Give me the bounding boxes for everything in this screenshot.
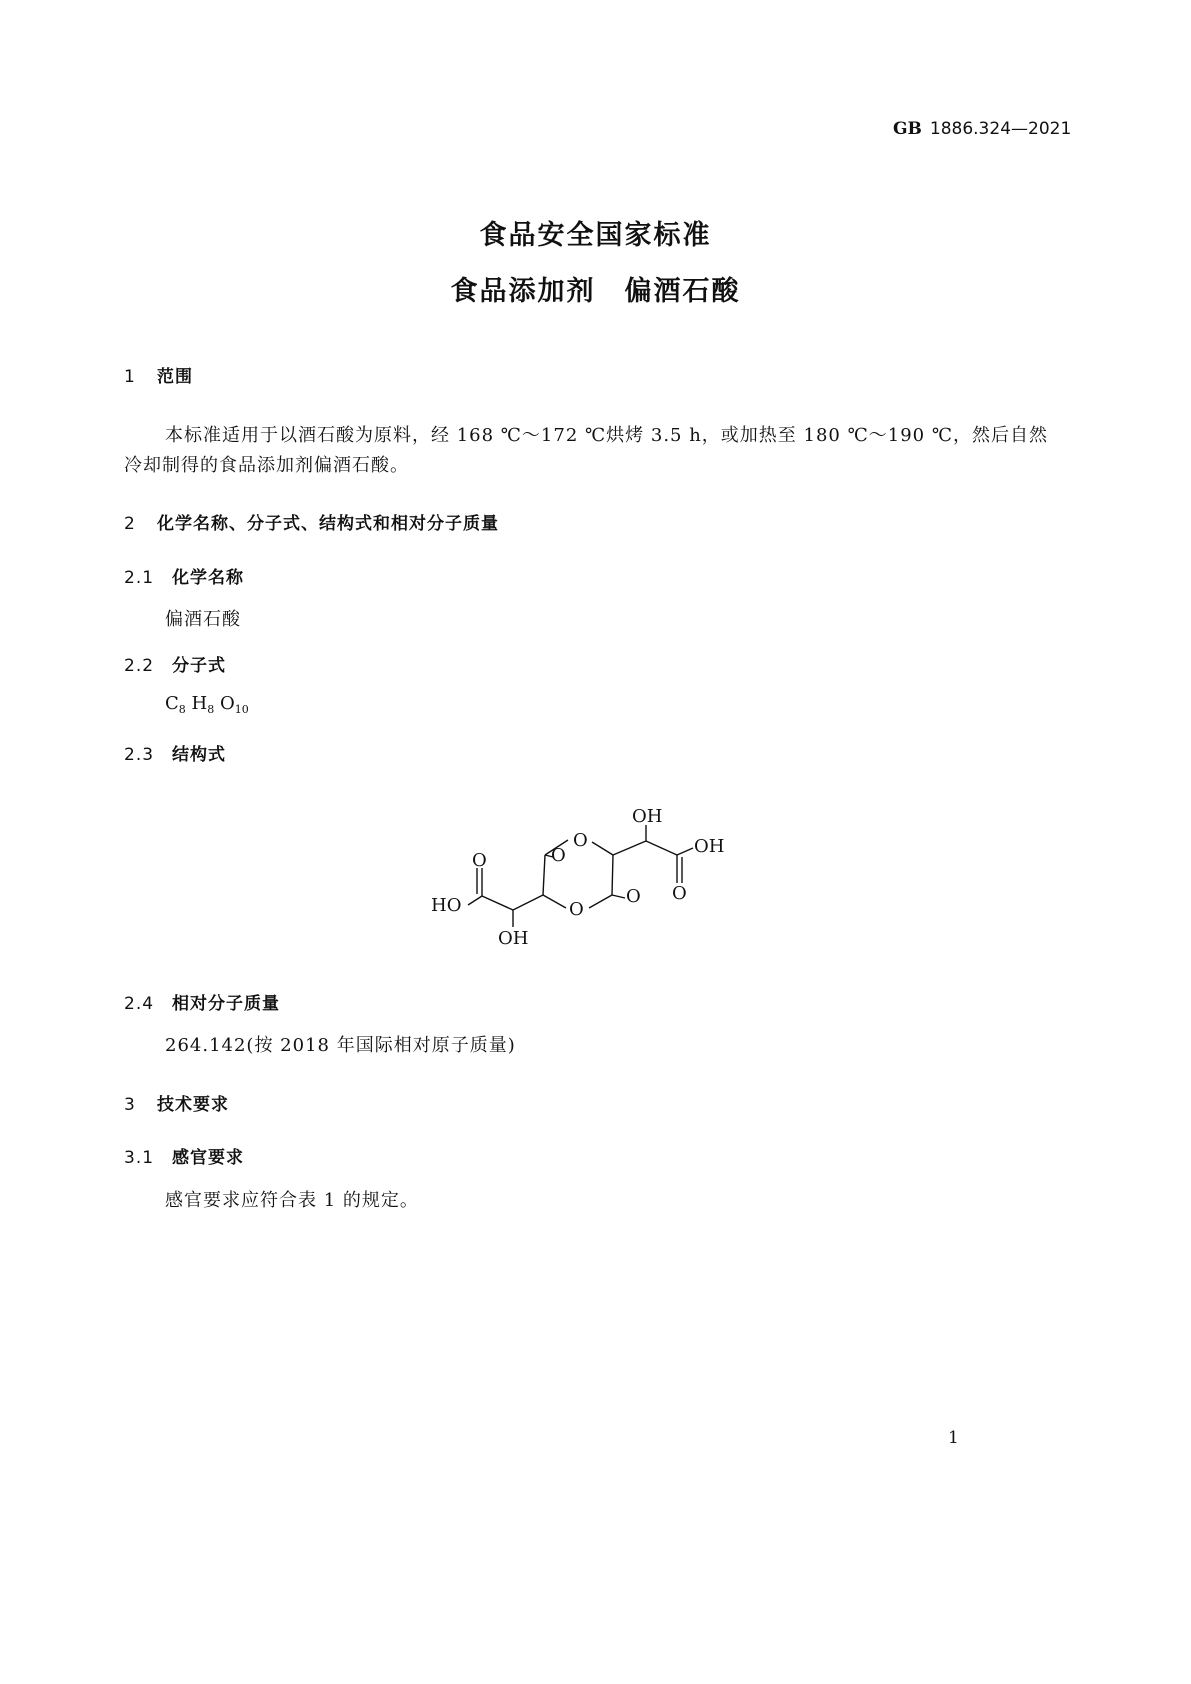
section-number: 3.1 bbox=[124, 1148, 155, 1168]
molecular-mass: 264.142(按 2018 年国际相对原子质量) bbox=[165, 1035, 516, 1056]
label-oh-top: OH bbox=[632, 806, 663, 827]
section-number: 2.2 bbox=[124, 656, 155, 676]
section-number: 2 bbox=[124, 514, 136, 534]
section-title: 感官要求 bbox=[172, 1148, 244, 1168]
sensory-requirement-text: 感官要求应符合表 1 的规定。 bbox=[165, 1190, 419, 1211]
section-number: 1 bbox=[124, 367, 136, 387]
label-ho-left: HO bbox=[431, 895, 462, 916]
section-title: 化学名称、分子式、结构式和相对分子质量 bbox=[157, 514, 499, 534]
formula-o-count: 10 bbox=[234, 703, 249, 716]
label-o-carbonyl-top-left: O bbox=[551, 845, 566, 866]
formula-h: H bbox=[191, 693, 208, 714]
section-number: 3 bbox=[124, 1095, 136, 1115]
formula-o: O bbox=[219, 693, 235, 714]
formula-c: C bbox=[165, 693, 179, 714]
section-title: 范围 bbox=[157, 367, 193, 387]
label-o-carbonyl-left: O bbox=[472, 850, 487, 871]
title-line-2: 食品添加剂 偏酒石酸 bbox=[450, 276, 741, 307]
label-o-carbonyl-right: O bbox=[672, 883, 687, 904]
section-2-4-heading bbox=[124, 989, 280, 1014]
label-oh-right: OH bbox=[694, 836, 725, 857]
section-3-heading bbox=[124, 1090, 229, 1115]
section-title: 相对分子质量 bbox=[172, 994, 280, 1014]
label-o-ring-bottom: O bbox=[569, 899, 584, 920]
standard-prefix: GB bbox=[893, 119, 922, 139]
label-o-carbonyl-bottom-right: O bbox=[626, 886, 641, 907]
title-line-1: 食品安全国家标准 bbox=[479, 220, 712, 251]
scope-paragraph-line-1: 本标准适用于以酒石酸为原料，经 168 ℃～172 ℃烘烤 3.5 h，或加热至 180 ℃～190 ℃，然后自然 bbox=[165, 425, 1048, 446]
section-number: 2.4 bbox=[124, 994, 155, 1014]
formula-c-count: 8 bbox=[178, 703, 186, 716]
label-oh-bottom: OH bbox=[498, 928, 529, 949]
section-title: 技术要求 bbox=[157, 1095, 229, 1115]
section-3-1-heading bbox=[124, 1143, 244, 1168]
formula-h-count: 8 bbox=[207, 703, 215, 716]
chemical-name: 偏酒石酸 bbox=[165, 609, 241, 630]
section-title: 结构式 bbox=[172, 745, 226, 765]
section-title: 分子式 bbox=[172, 656, 226, 676]
section-title: 化学名称 bbox=[172, 568, 244, 588]
section-number: 2.3 bbox=[124, 745, 155, 765]
label-o-ring-top: O bbox=[573, 830, 588, 851]
scope-paragraph-line-2: 冷却制得的食品添加剂偏酒石酸。 bbox=[124, 455, 409, 476]
page-number: 1 bbox=[948, 1428, 959, 1448]
section-number: 2.1 bbox=[124, 568, 155, 588]
standard-number: 1886.324—2021 bbox=[929, 119, 1072, 139]
